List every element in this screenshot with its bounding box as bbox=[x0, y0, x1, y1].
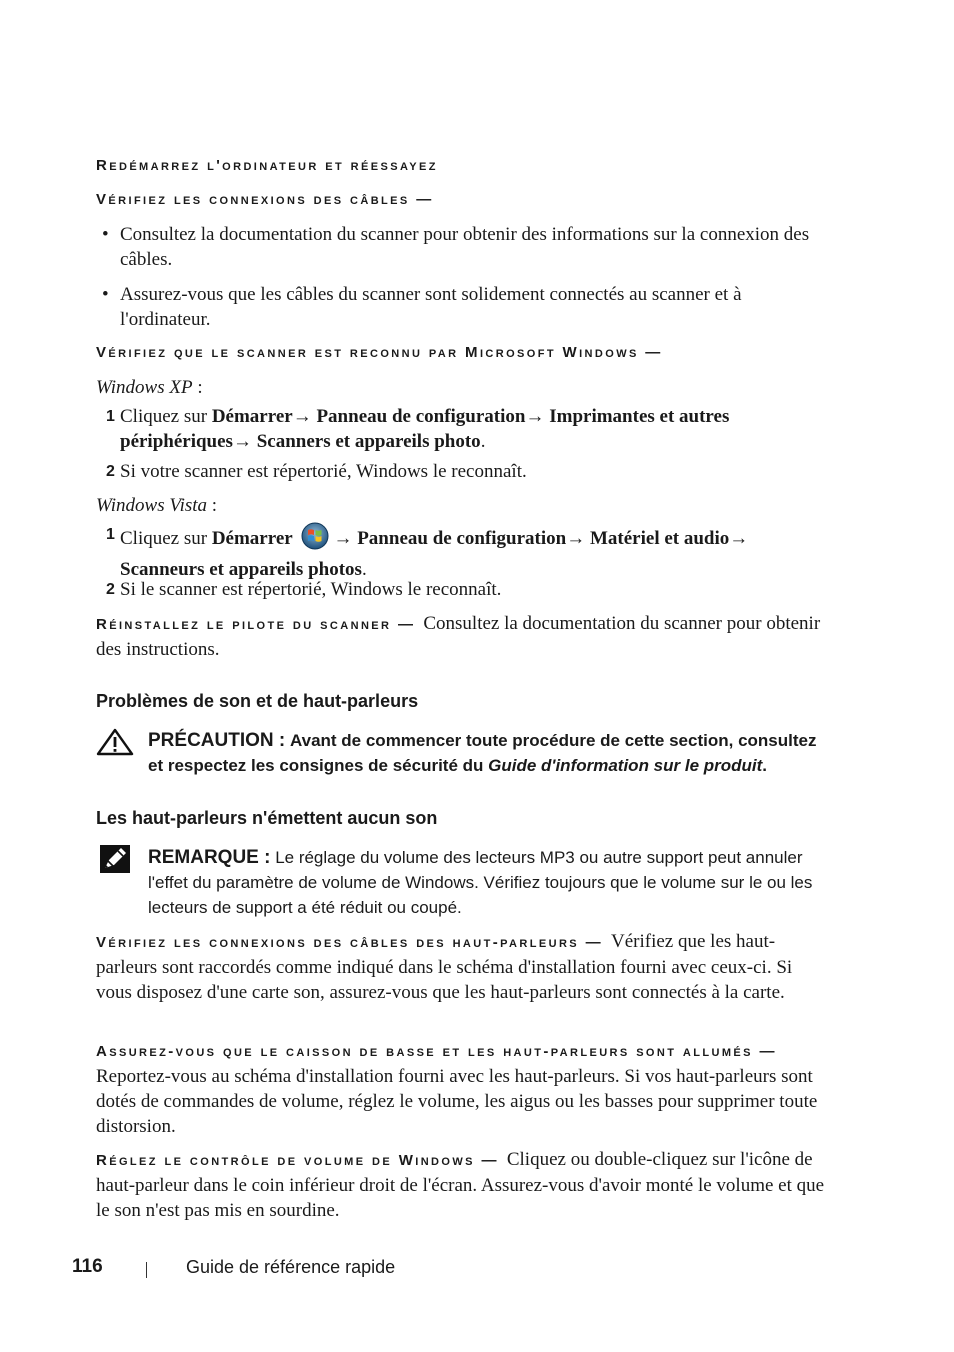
recognized-heading: Vérifiez que le scanner est reconnu par Microsoft Windows — bbox=[96, 344, 663, 361]
reinstall-paragraph: Réinstallez le pilote du scanner — Consultez la documentation du scanner pour obtenir des instructions. bbox=[96, 613, 821, 660]
windows-vista-label: Windows Vista : bbox=[96, 495, 218, 516]
list-item: • Consultez la documentation du scanner pour obtenir des informations sur la connexion des câbles. bbox=[102, 224, 810, 270]
xp-step-2: 2 Si votre scanner est répertorié, Windows le reconnaît. bbox=[106, 461, 527, 482]
cables-heading: Vérifiez les connexions des câbles — bbox=[96, 191, 434, 208]
list-item: • Assurez-vous que les câbles du scanner sont solidement connectés au scanner et à l'ordinateur. bbox=[102, 284, 742, 330]
pencil-note-icon bbox=[100, 845, 130, 878]
volume-control-paragraph: Réglez le contrôle de volume de Windows — Cliquez ou double-cliquez sur l'icône de haut-parleur dans le coin inférieur droit de l'écran. Assurez-vous d'avoir monté le volume et que le son n'est pas mis en sourdine. bbox=[96, 1149, 825, 1221]
windows-xp-label: Windows XP : bbox=[96, 377, 203, 398]
footer-divider bbox=[146, 1262, 147, 1278]
sound-problems-heading: Problèmes de son et de haut-parleurs bbox=[96, 691, 419, 711]
no-sound-heading: Les haut-parleurs n'émettent aucun son bbox=[96, 808, 438, 828]
restart-heading: Redémarrez l'ordinateur et réessayez bbox=[96, 157, 438, 174]
bullet-icon: • bbox=[102, 224, 109, 245]
caution-notice: PRÉCAUTION : Avant de commencer toute procédure de cette section, consultez et respectez les consignes de sécurité du Guide d'information sur le produit. bbox=[96, 728, 826, 778]
subwoofer-paragraph: Assurez-vous que le caisson de basse et les haut-parleurs sont allumés —Reportez-vous au schéma d'installation fourni avec les haut-parleurs. Si vos haut-parleurs sont dotés de commandes de volume, réglez le volume, les aigus ou les basses pour supprimer toute distorsion. bbox=[96, 1043, 818, 1137]
note-notice: REMARQUE : Le réglage du volume des lecteurs MP3 ou autre support peut annuler l'effet du paramètre de volume de Windows. Vérifiez toujours que le volume sur le ou les lecteurs de support a été réduit ou coupé. bbox=[96, 845, 826, 920]
speaker-cables-paragraph: Vérifiez les connexions des câbles des haut-parleurs — Vérifiez que les haut-parleurs sont raccordés comme indiqué dans le schéma d'installation fourni avec ceux-ci. Si vous disposez d'une carte son, assurez-vous que les haut-parleurs sont connectés à la carte. bbox=[96, 931, 793, 1003]
xp-step-1: 1 Cliquez sur Démarrer→ Panneau de configuration→ Imprimantes et autres périphériques→ Scanners et appareils photo. bbox=[106, 406, 730, 452]
footer-title: Guide de référence rapide bbox=[186, 1257, 396, 1277]
bullet-icon: • bbox=[102, 284, 109, 305]
page-number: 116 bbox=[72, 1256, 103, 1277]
vista-step-1: 1 Cliquez sur Démarrer → Panneau de configuration→ Matériel et audio→ Scanneurs et appareils photos. bbox=[96, 522, 816, 582]
warning-triangle-icon bbox=[96, 728, 134, 761]
windows-start-icon bbox=[299, 522, 331, 557]
vista-step-2: 2 Si le scanner est répertorié, Windows le reconnaît. bbox=[106, 579, 502, 600]
